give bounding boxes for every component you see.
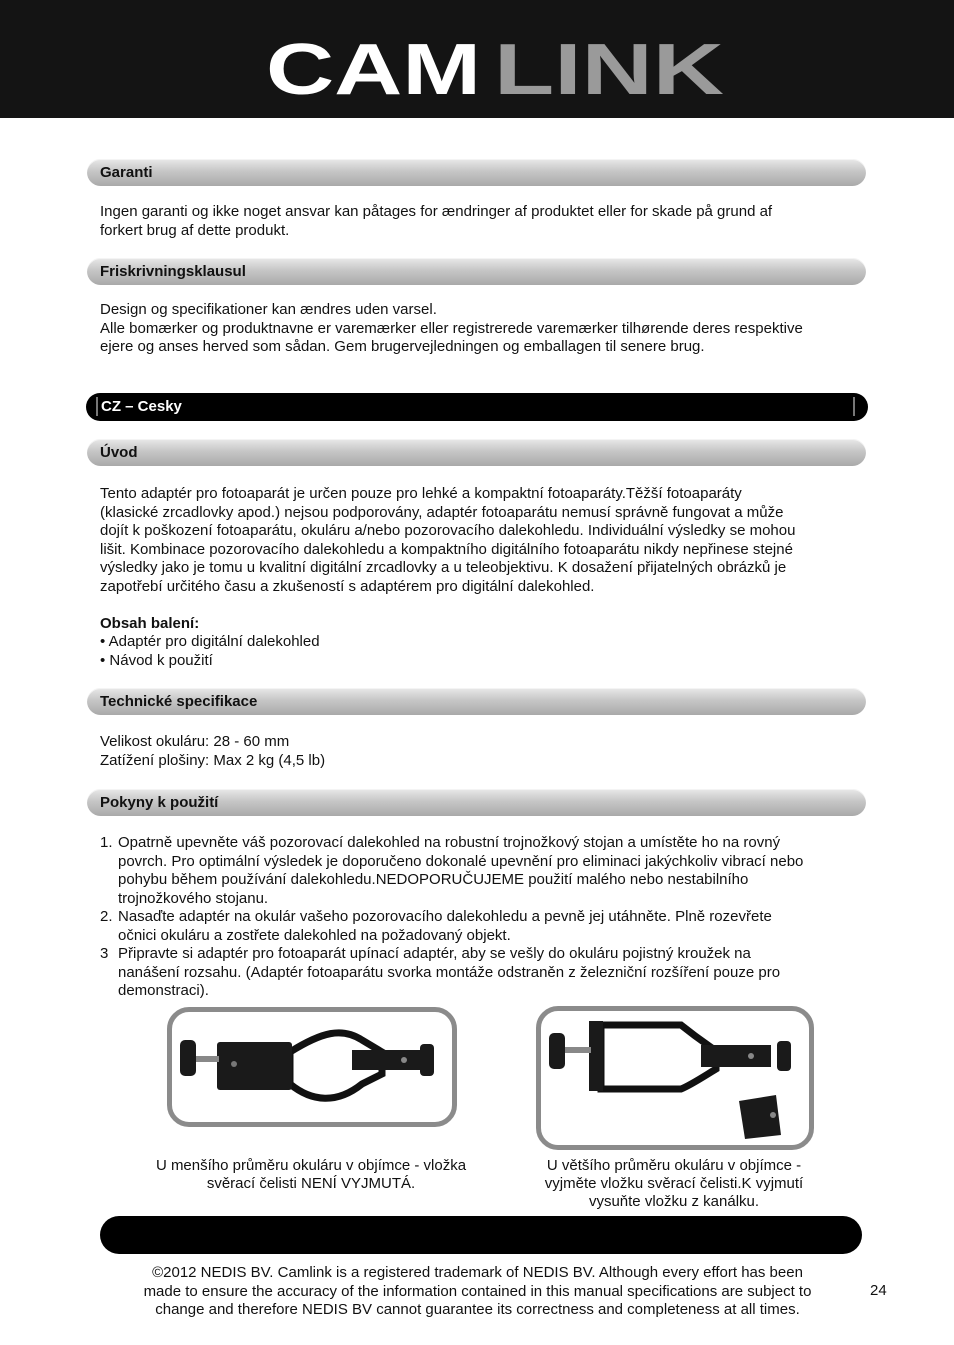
section-header-specs [87,688,866,715]
paragraph-line: lišit. Kombinace pozorovacího dalekohledu a kompaktního digitálního fotoaparátu nikdy nepřinese stejné [100,540,793,558]
list-item: • Adaptér pro digitální dalekohled [100,633,320,650]
paragraph-line: forkert brug af dette produkt. [100,221,290,239]
step-number: 1. [100,834,113,851]
contents-heading: Obsah balení: [100,614,200,632]
step-line: Nasaďte adaptér na okulár vašeho pozorovacího dalekohledu a pevně jej utáhněte. Plně rozevřete [118,908,772,925]
language-title: CZ – Cesky [101,398,182,415]
section-header-friskrivning [87,258,866,285]
step-number: 2. [100,908,113,925]
section-title: Pokyny k použití [100,794,219,811]
footer-bar [100,1216,862,1254]
step-line: trojnožkového stojanu. [118,889,269,907]
caption-line: vysuňte vložku z kanálku. [588,1193,760,1210]
step-2 [100,908,860,945]
paragraph-line: Design og specifikationer kan ændres uden varsel. [100,301,437,318]
paragraph-line: (klasické zrcadlovky apod.) nejsou podporovány, adaptér fotoaparátu nemusí správně fungovat a může [100,503,784,521]
language-bar-inner [96,397,855,416]
caption-line: svěrací čelisti NENÍ VYJMUTÁ. [206,1175,416,1192]
footer-line: ©2012 NEDIS BV. Camlink is a registered trademark of NEDIS BV. Although every effort has been [152,1264,803,1281]
footer-copyright [110,1264,845,1320]
svg-text:CAM: CAM [266,36,481,100]
list-item: • Návod k použití [100,651,213,669]
paragraph-line: Ingen garanti og ikke noget ansvar kan påtages for ændringer af produktet eller for skade på grund af [100,203,773,220]
uvod-body [100,485,860,670]
figure-caption-small [130,1157,492,1193]
page-number: 24 [870,1282,887,1299]
spec-line: Velikost okuláru: 28 - 60 mm [100,733,290,750]
section-title: Technické specifikace [100,693,258,710]
step-1 [100,834,860,908]
section-title: Úvod [100,444,138,461]
step-line: pohybu během používání dalekohledu.NEDOPORUČUJEME použití malého nebo nestabilního [118,871,749,888]
caption-line: U menšího průměru okuláru v objímce - vložka [155,1157,467,1174]
adapter-clamp-insert-removed-image [541,1011,809,1145]
garanti-body [100,203,860,240]
usage-steps [100,834,860,1001]
step-line: očnici okuláru a zostřete dalekohled na požadovaný objekt. [118,926,511,944]
caption-line: vyjměte vložku svěrací čelisti.K vyjmutí [544,1175,804,1192]
section-title: Garanti [100,164,153,181]
section-header-usage [87,789,866,816]
step-line: demonstraci). [118,982,209,999]
footer-line: change and therefore NEDIS BV cannot guarantee its correctness and completeness at all times. [155,1301,800,1318]
section-header-uvod [87,439,866,466]
language-header-bar [86,393,868,421]
camlink-logo [266,36,726,100]
paragraph-line: zapotřebí určitého času a zkušeností s adaptérem pro digitální dalekohled. [100,577,595,595]
paragraph-line: dojít k poškození fotoaparátu, okuláru a/nebo pozorovacího dalekohledu. Individuální výsledky se mohou [100,522,796,539]
specs-body [100,733,860,770]
footer-line: made to ensure the accuracy of the information contained in this manual specifications are subject to [143,1282,812,1300]
step-3 [100,945,860,1001]
figure-caption-large [510,1157,838,1211]
step-line: Připravte si adaptér pro fotoaparát upínací adaptér, aby se vešly do okuláru pojistný kroužek na [118,945,751,962]
section-header-garanti [87,159,866,186]
section-title: Friskrivningsklausul [100,263,246,280]
friskrivning-body [100,301,860,357]
step-line: nanášení rozsahu. (Adaptér fotoaparátu svorka montáže odstraněn z železniční rozšíření pouze pro [118,963,781,981]
paragraph-line: výsledky jako je tomu u kvalitní digitální zrcadlovky a u teleobjektivu. K dosažení přijatelných obrázků je [100,559,787,576]
paragraph-line: Tento adaptér pro fotoaparát je určen pouze pro lehké a kompaktní fotoaparáty.Těžší fotoaparáty [100,485,742,502]
adapter-clamp-image [172,1012,452,1122]
spec-line: Zatížení plošiny: Max 2 kg (4,5 lb) [100,751,326,769]
svg-text:LINK: LINK [494,36,724,100]
paragraph-line: Alle bomærker og produktnavne er varemærker eller registrerede varemærker tilhørende deres respektive [100,319,803,337]
figure-adapter-large [536,1006,814,1150]
figure-adapter-small [167,1007,457,1127]
spacer [100,596,860,615]
caption-line: U většího průměru okuláru v objímce - [546,1157,802,1174]
paragraph-line: ejere og anses herved som sådan. Gem brugervejledningen og emballagen til senere brug. [100,338,705,355]
step-line: povrch. Pro optimální výsledek je doporučeno dokonalé upevnění pro eliminaci jakýchkoliv vibrací nebo [118,852,804,870]
step-number: 3 [100,945,109,962]
step-line: Opatrně upevněte váš pozorovací dalekohled na robustní trojnožkový stojan a umístěte ho na rovný [118,834,781,851]
